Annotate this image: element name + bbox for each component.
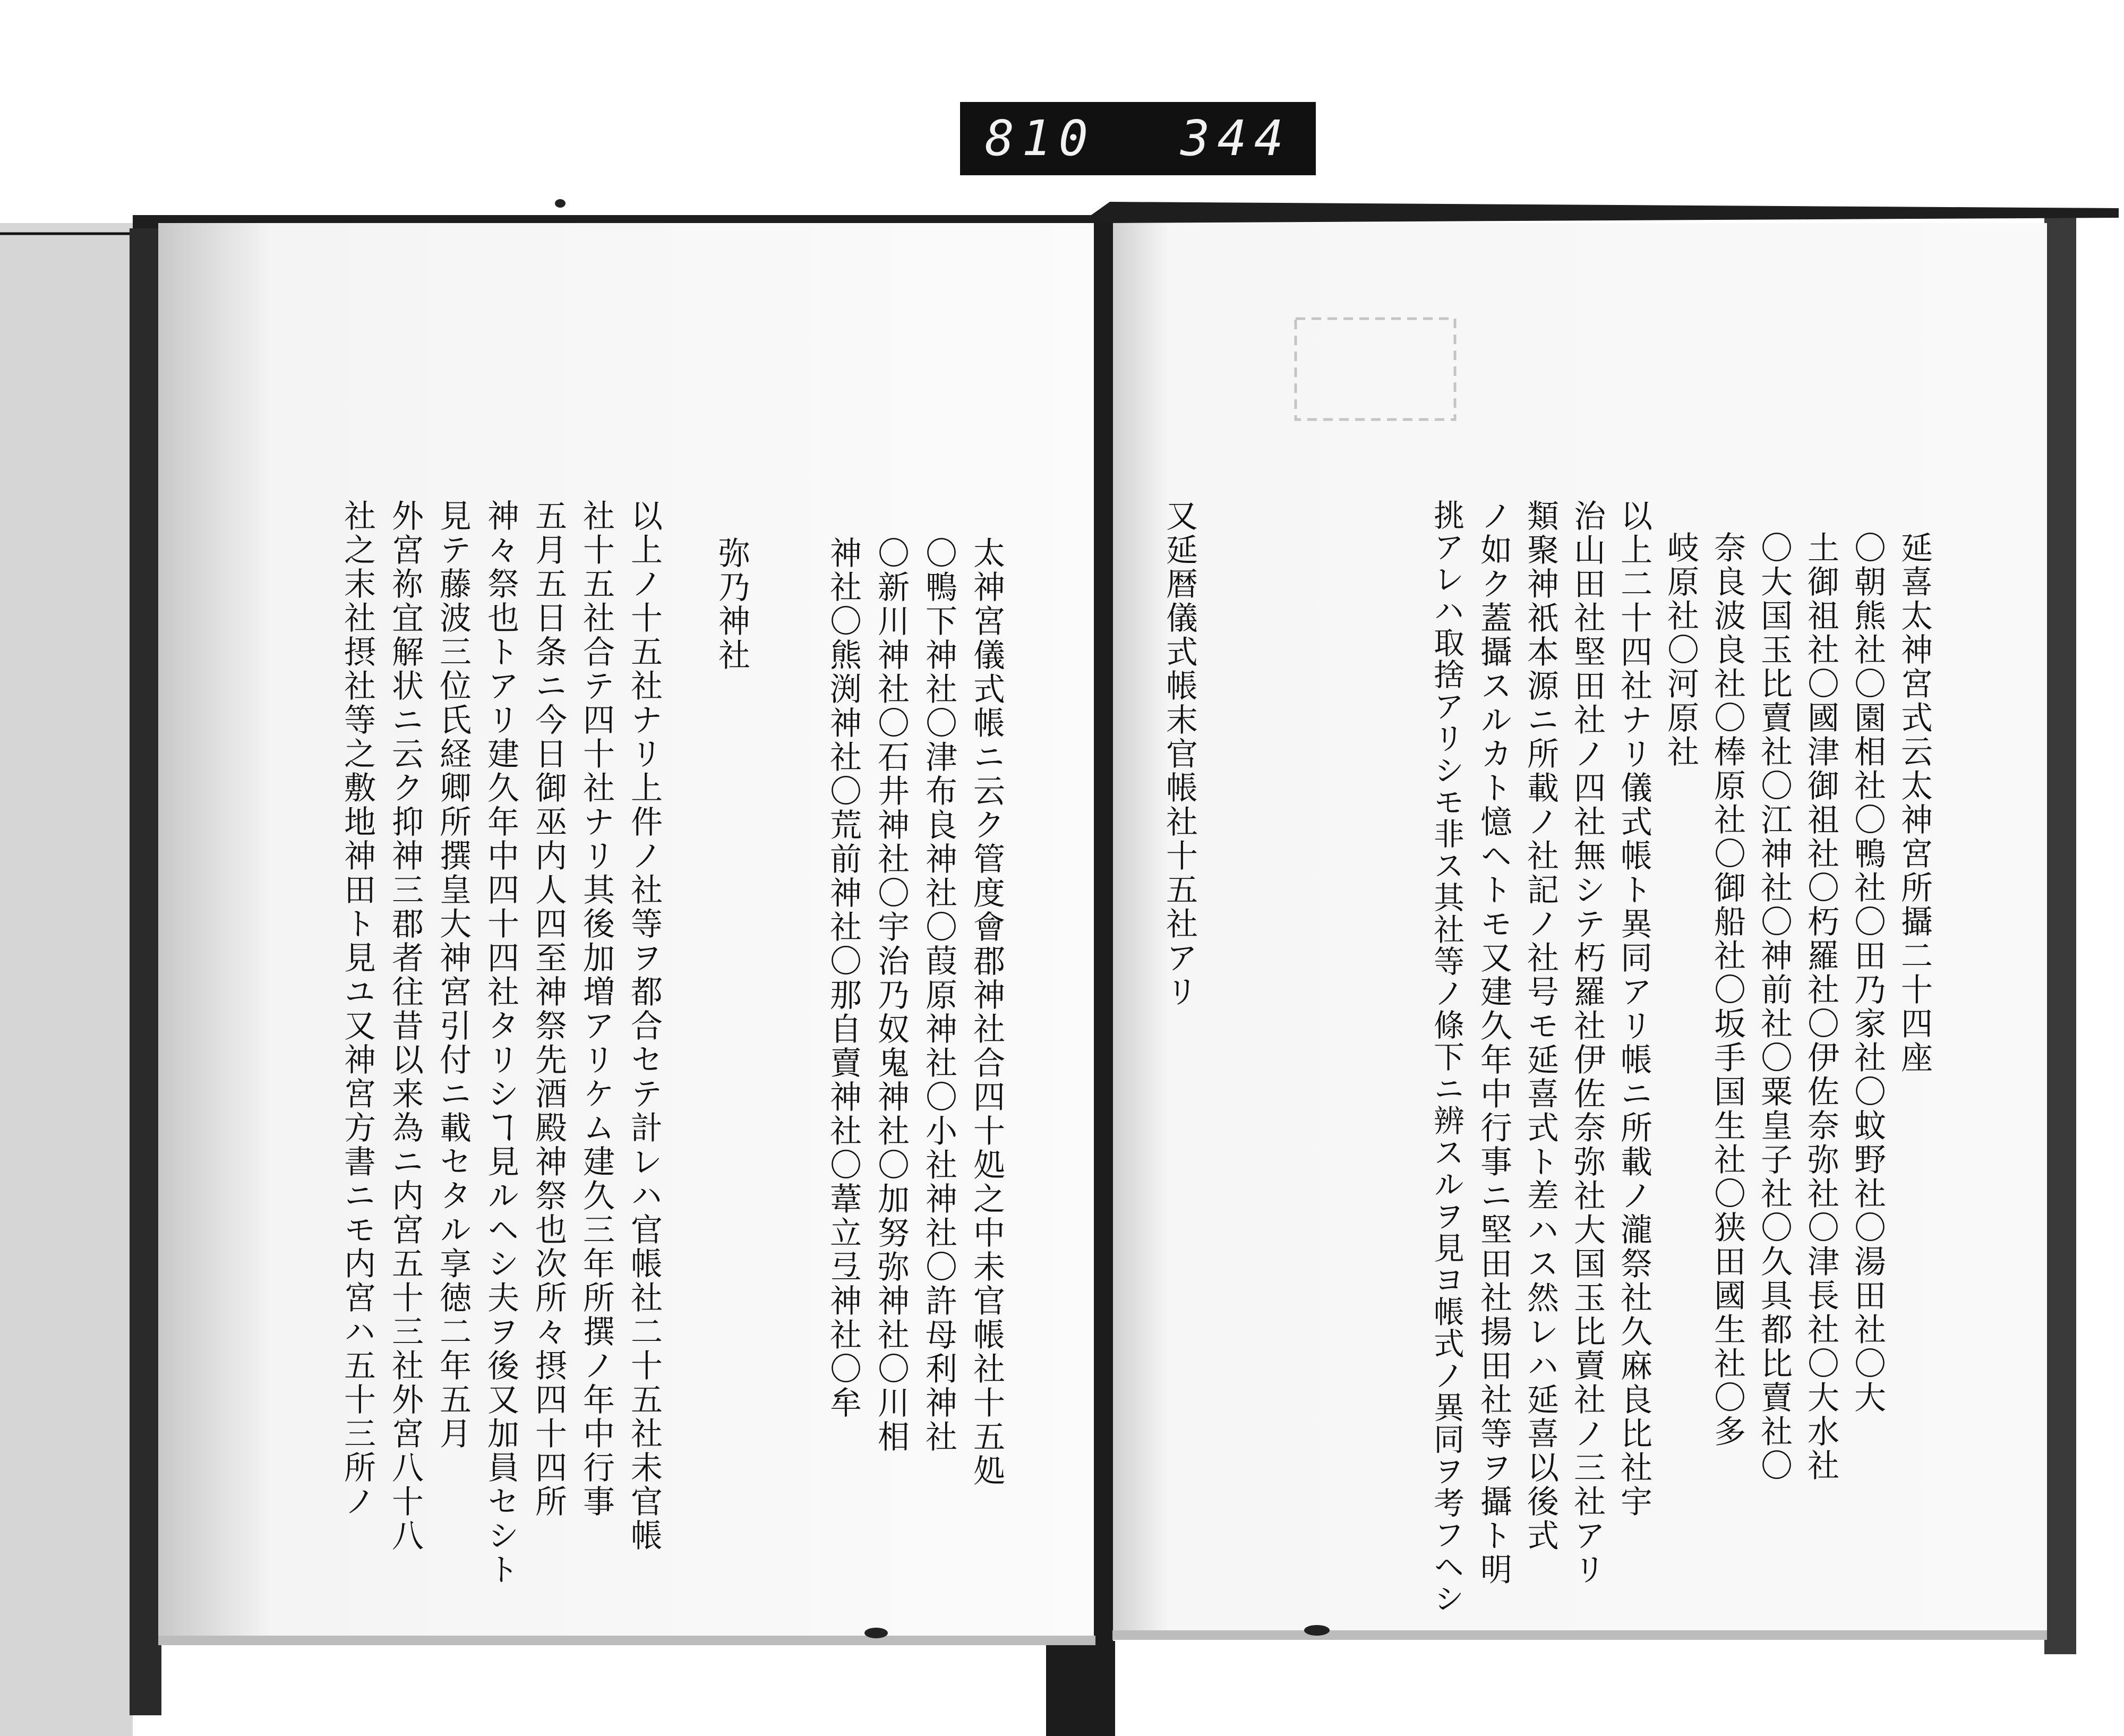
ink-spot <box>555 199 566 208</box>
text-column: 〇鴨下神社〇津布良神社〇葭原神社〇小社神社〇許母利神社 <box>920 536 957 1454</box>
text-column: 岐原社〇河原社 <box>1662 531 1699 769</box>
text-column: 見テ藤波三位氏経卿所撰皇大神宮引付ニ載セタル享徳二年五月 <box>434 499 472 1451</box>
text-column: ノ如ク蓋攝スルカト憶ヘトモ又建久年中行事ニ堅田社揚田社等ヲ攝ト明 <box>1475 499 1512 1587</box>
text-column: 神々祭也トアリ建久年中四十四社タリシヿ見ルヘシ夫ヲ後又加員セシト <box>482 499 519 1587</box>
text-column: 奈良波良社〇棒原社〇御船社〇坂手国生社〇狭田國生社〇多 <box>1709 531 1746 1449</box>
text-column: 挑アレハ取捨アリシモ非ス其社等ノ條下ニ辨スルヲ見ヨ帳式ノ異同ヲ考フヘシ <box>1428 499 1464 1614</box>
text-column: 延喜太神宮式云太神宮所攝二十四座 <box>1896 531 1933 1075</box>
reel-number-label <box>960 102 1316 175</box>
reel-number-right: 344 <box>1180 110 1291 167</box>
text-column: 類聚神祇本源ニ所載ノ社記ノ社号モ延喜式ト差ハス然レハ延喜以後式 <box>1522 499 1559 1553</box>
text-column: 治山田社堅田社ノ四社無シテ朽羅社伊佐奈弥社大国玉比賣社ノ三社アリ <box>1569 499 1606 1587</box>
text-column: 〇大国玉比賣社〇江神社〇神前社〇粟皇子社〇久具都比賣社〇 <box>1755 531 1793 1483</box>
book-gutter <box>1094 223 1113 1689</box>
book-edge-left <box>130 228 161 1715</box>
text-column: 土御祖社〇國津御祖社〇朽羅社〇伊佐奈弥社〇津長社〇大水社 <box>1802 531 1839 1483</box>
book-edge-right <box>2044 215 2076 1654</box>
right-page <box>1112 212 2047 1646</box>
gutter-bottom <box>1046 1641 1115 1736</box>
text-column: 又延暦儀式帳末官帳社十五社アリ <box>1161 499 1198 1009</box>
text-column: 太神宮儀式帳ニ云ク管度會郡神社合四十処之中未官帳社十五処 <box>968 536 1005 1488</box>
text-column: 〇新川神社〇石井神社〇宇治乃奴鬼神社〇加努弥神社〇川相 <box>872 536 910 1454</box>
text-column: 社之末社摂社等之敷地神田ト見ユ又神宮方書ニモ内宮ハ五十三所ノ <box>339 499 376 1519</box>
text-column: 社十五社合テ四十社ナリ其後加増アリケム建久三年所撰ノ年中行事 <box>578 499 615 1519</box>
left-page <box>158 212 1095 1646</box>
text-column: 外宮祢宜解状ニ云ク抑神三郡者往昔以来為ニ内宮五十三社外宮八十八 <box>387 499 424 1553</box>
text-column: 神社〇熊渕神社〇荒前神社〇那自賣神社〇葦立弖神社〇牟 <box>825 536 862 1420</box>
reel-number-left: 810 <box>984 110 1095 167</box>
text-column: 弥乃神社 <box>713 536 750 672</box>
text-column: 五月五日条ニ今日御巫内人四至神祭先酒殿神祭也次所々摂四十四所 <box>530 499 567 1519</box>
text-column: 以上ノ十五社ナリ上件ノ社等ヲ都合セテ計レハ官帳社二十五社未官帳 <box>626 499 663 1553</box>
text-column: 以上二十四社ナリ儀式帳ト異同アリ帳ニ所載ノ瀧祭社久麻良比社宇 <box>1615 499 1652 1519</box>
scan-margin-left <box>0 223 133 1736</box>
text-column: 〇朝熊社〇園相社〇鴨社〇田乃家社〇蚊野社〇湯田社〇大 <box>1849 531 1886 1415</box>
